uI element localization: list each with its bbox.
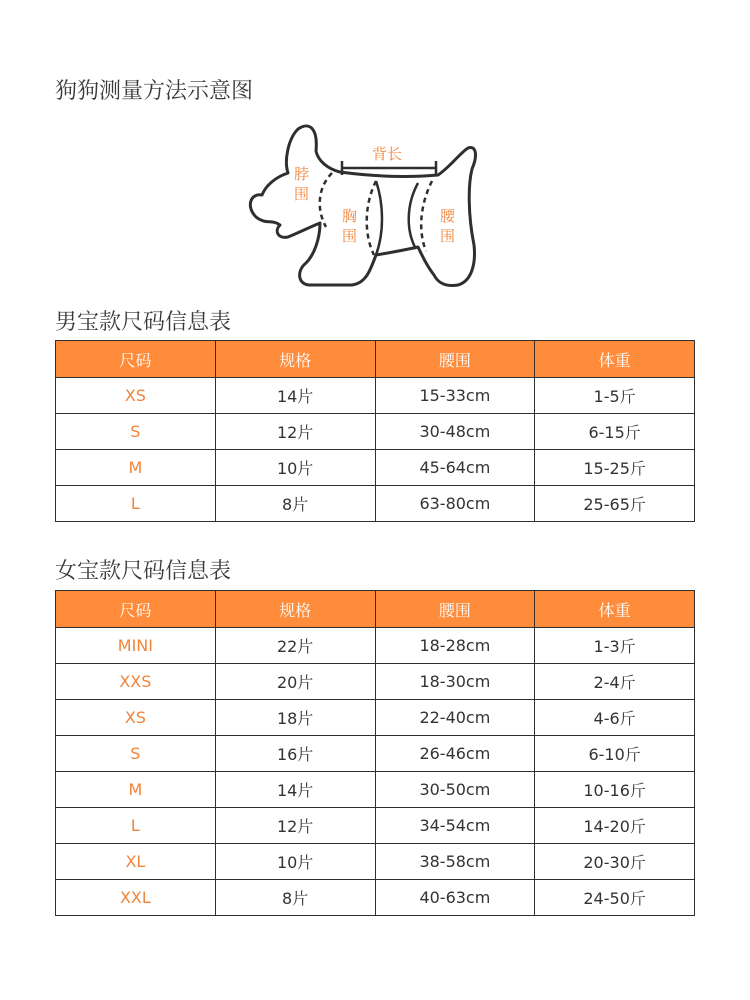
size-cell: XXS xyxy=(56,664,216,700)
waist-cell: 34-54cm xyxy=(375,808,535,844)
header-size: 尺码 xyxy=(56,591,216,628)
size-cell: XL xyxy=(56,844,216,880)
spec-cell: 18片 xyxy=(215,700,375,736)
spec-cell: 12片 xyxy=(215,808,375,844)
weight-cell: 20-30斤 xyxy=(535,844,695,880)
table-header-row xyxy=(56,591,695,628)
size-cell: S xyxy=(56,414,216,450)
weight-cell: 6-15斤 xyxy=(535,414,695,450)
waist-cell: 18-28cm xyxy=(375,628,535,664)
weight-cell: 14-20斤 xyxy=(535,808,695,844)
waist-cell: 26-46cm xyxy=(375,736,535,772)
table-row xyxy=(56,772,695,808)
header-waist: 腰围 xyxy=(375,341,535,378)
weight-cell: 15-25斤 xyxy=(535,450,695,486)
header-spec: 规格 xyxy=(215,591,375,628)
table-row xyxy=(56,664,695,700)
header-weight: 体重 xyxy=(535,591,695,628)
weight-cell: 10-16斤 xyxy=(535,772,695,808)
header-spec: 规格 xyxy=(215,341,375,378)
header-waist: 腰围 xyxy=(375,591,535,628)
spec-cell: 12片 xyxy=(215,414,375,450)
measure-title: 狗狗测量方法示意图 xyxy=(55,79,254,104)
spec-cell: 8片 xyxy=(215,486,375,522)
neck-label-2: 围 xyxy=(294,185,310,203)
table-row xyxy=(56,844,695,880)
weight-cell: 1-3斤 xyxy=(535,628,695,664)
weight-cell: 4-6斤 xyxy=(535,700,695,736)
waist-cell: 18-30cm xyxy=(375,664,535,700)
waist-cell: 40-63cm xyxy=(375,880,535,916)
weight-cell: 25-65斤 xyxy=(535,486,695,522)
waist-label-1: 腰 xyxy=(440,207,456,225)
spec-cell: 22片 xyxy=(215,628,375,664)
size-cell: XXL xyxy=(56,880,216,916)
table-row xyxy=(56,880,695,916)
waist-cell: 15-33cm xyxy=(375,378,535,414)
size-cell: MINI xyxy=(56,628,216,664)
size-cell: M xyxy=(56,772,216,808)
table-row xyxy=(56,736,695,772)
size-cell: M xyxy=(56,450,216,486)
weight-cell: 24-50斤 xyxy=(535,880,695,916)
chest-label-1: 胸 xyxy=(342,207,358,225)
back-length-label: 背长 xyxy=(372,145,403,163)
spec-cell: 10片 xyxy=(215,844,375,880)
male-table-title: 男宝款尺码信息表 xyxy=(55,310,232,335)
waist-cell: 45-64cm xyxy=(375,450,535,486)
size-cell: L xyxy=(56,486,216,522)
spec-cell: 16片 xyxy=(215,736,375,772)
neck-label-1: 脖 xyxy=(294,165,310,183)
dog-measure-diagram xyxy=(240,115,490,295)
waist-cell: 30-48cm xyxy=(375,414,535,450)
spec-cell: 8片 xyxy=(215,880,375,916)
waist-cell: 22-40cm xyxy=(375,700,535,736)
size-cell: S xyxy=(56,736,216,772)
male-size-table xyxy=(55,340,695,522)
spec-cell: 14片 xyxy=(215,772,375,808)
table-row xyxy=(56,414,695,450)
table-row xyxy=(56,450,695,486)
spec-cell: 14片 xyxy=(215,378,375,414)
spec-cell: 20片 xyxy=(215,664,375,700)
header-weight: 体重 xyxy=(535,341,695,378)
size-cell: XS xyxy=(56,378,216,414)
spec-cell: 10片 xyxy=(215,450,375,486)
female-size-table xyxy=(55,590,695,916)
table-row xyxy=(56,378,695,414)
female-table-title: 女宝款尺码信息表 xyxy=(55,559,232,584)
waist-cell: 38-58cm xyxy=(375,844,535,880)
header-size: 尺码 xyxy=(56,341,216,378)
weight-cell: 6-10斤 xyxy=(535,736,695,772)
table-row xyxy=(56,486,695,522)
table-header-row xyxy=(56,341,695,378)
table-row xyxy=(56,700,695,736)
waist-cell: 63-80cm xyxy=(375,486,535,522)
dog-outline-icon xyxy=(240,115,490,295)
weight-cell: 2-4斤 xyxy=(535,664,695,700)
weight-cell: 1-5斤 xyxy=(535,378,695,414)
waist-cell: 30-50cm xyxy=(375,772,535,808)
chest-label-2: 围 xyxy=(342,227,358,245)
size-cell: XS xyxy=(56,700,216,736)
table-row xyxy=(56,808,695,844)
size-cell: L xyxy=(56,808,216,844)
table-row xyxy=(56,628,695,664)
waist-label-2: 围 xyxy=(440,227,456,245)
